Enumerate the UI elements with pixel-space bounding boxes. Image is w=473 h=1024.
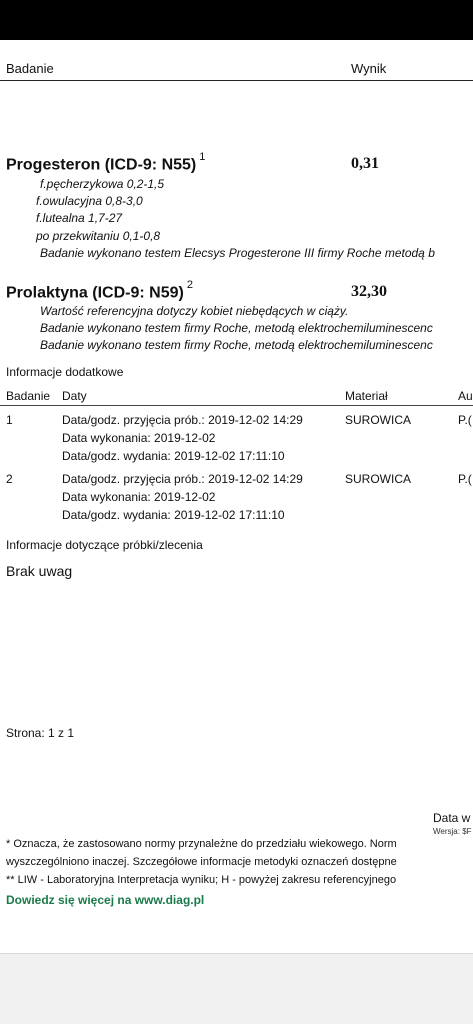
ref-line: po przekwitaniu 0,1-0,8 — [36, 229, 161, 243]
result-progesteron: 0,31 — [351, 155, 379, 172]
ref-line: f.owulacyjna 0,8-3,0 — [36, 194, 143, 208]
method-note: Badanie wykonano testem firmy Roche, metodą elektrochemiluminescenc — [40, 338, 433, 352]
header-divider — [0, 80, 473, 81]
row-author: P.( — [458, 472, 472, 486]
sample-info-title: Informacje dotyczące próbki/zlecenia — [6, 538, 203, 552]
status-bar — [0, 0, 473, 40]
viewer-bottom-area — [0, 953, 473, 1024]
footer-version: Wersja: $F — [433, 827, 472, 836]
footnote-marker: 2 — [186, 279, 193, 291]
row-material: SUROWICA — [345, 472, 411, 486]
row-num: 1 — [6, 413, 13, 427]
row-date: Data wykonania: 2019-12-02 — [62, 431, 216, 445]
row-material: SUROWICA — [345, 413, 411, 427]
row-date: Data/godz. wydania: 2019-12-02 17:11:10 — [62, 508, 285, 522]
ref-line: f.lutealna 1,7-27 — [36, 211, 123, 225]
ref-line: Wartość referencyjna dotyczy kobiet niebędących w ciąży. — [40, 304, 349, 318]
col-author: Au — [458, 389, 473, 403]
footer-note: wyszczególniono inaczej. Szczegółowe informacje metodyki oznaczeń dostępne — [6, 856, 397, 868]
row-num: 2 — [6, 472, 13, 486]
result-prolaktyna: 32,30 — [351, 283, 387, 300]
col-daty: Daty — [62, 389, 87, 403]
row-date: Data/godz. przyjęcia prób.: 2019-12-02 14:29 — [62, 472, 303, 486]
footnote-marker: 1 — [199, 151, 206, 163]
table-divider — [0, 405, 473, 406]
additional-info-title: Informacje dodatkowe — [6, 365, 124, 379]
row-author: P.( — [458, 413, 472, 427]
method-note: Badanie wykonano testem firmy Roche, metodą elektrochemiluminescenc — [40, 321, 433, 335]
page-number: Strona: 1 z 1 — [6, 726, 75, 740]
sample-note: Brak uwag — [6, 563, 73, 579]
test-name-progesteron: Progesteron (ICD-9: N55) $^1$ — [6, 151, 206, 174]
row-date: Data/godz. wydania: 2019-12-02 17:11:10 — [62, 449, 285, 463]
footer-data-label: Data w — [433, 811, 471, 825]
method-note: Badanie wykonano testem Elecsys Progesterone III firmy Roche metodą b — [40, 246, 435, 260]
header-badanie: Badanie — [6, 61, 54, 76]
header-wynik: Wynik — [351, 61, 387, 76]
footer-note: ** LIW - Laboratoryjna Interpretacja wyniku; H - powyżej zakresu referencyjnego — [6, 874, 397, 886]
row-date: Data/godz. przyjęcia prób.: 2019-12-02 14:29 — [62, 413, 303, 427]
col-badanie: Badanie — [6, 389, 51, 403]
ref-line: f.pęcherzykowa 0,2-1,5 — [40, 177, 165, 191]
test-name-prolaktyna: Prolaktyna (ICD-9: N59) $^2$ — [6, 279, 193, 302]
col-material: Materiał — [345, 389, 388, 403]
footer-note: * Oznacza, że zastosowano normy przynależne do przedziału wiekowego. Norm — [6, 838, 397, 850]
diag-link[interactable]: Dowiedz się więcej na www.diag.pl — [6, 893, 205, 907]
row-date: Data wykonania: 2019-12-02 — [62, 490, 216, 504]
